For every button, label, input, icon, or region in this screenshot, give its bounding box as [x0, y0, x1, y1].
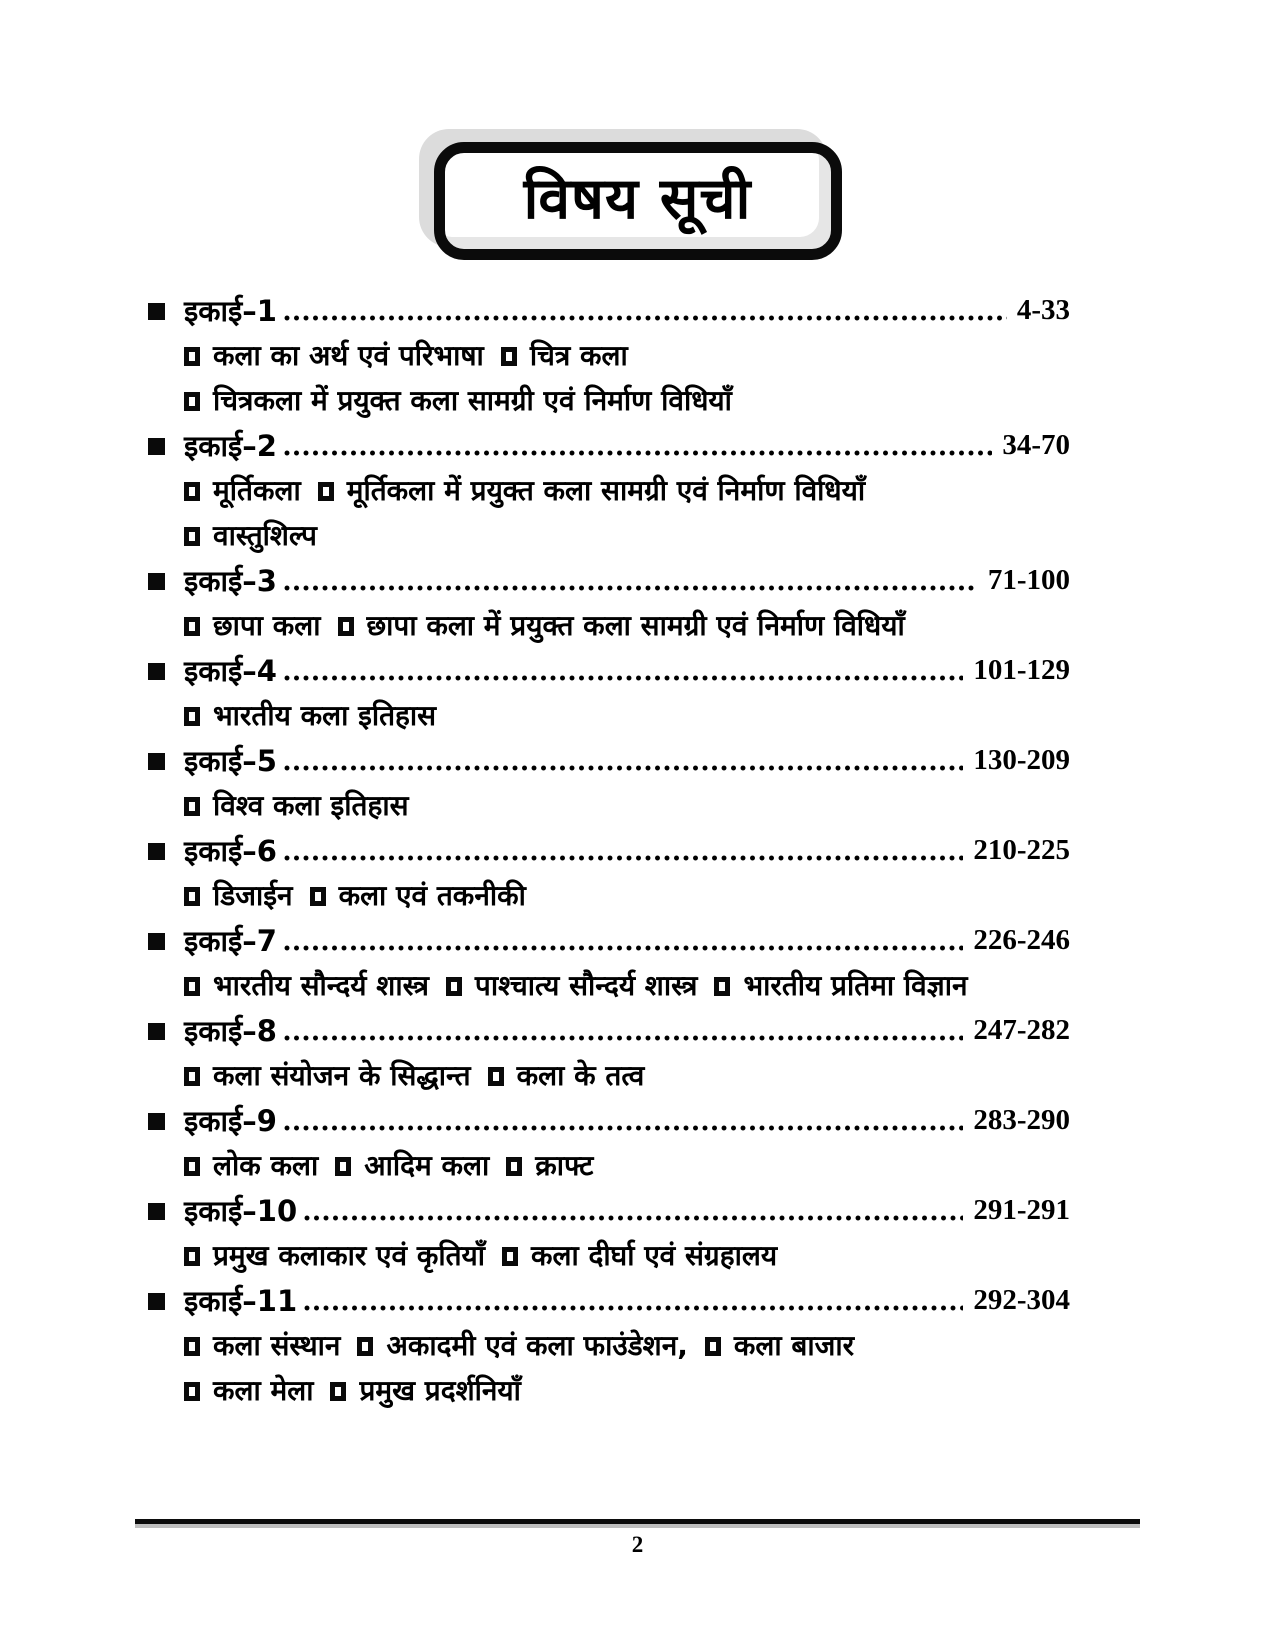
toc-topic-label: भारतीय प्रतिमा विज्ञान	[743, 968, 968, 1002]
toc-topic	[446, 968, 698, 1002]
title-box	[434, 142, 842, 260]
topic-bullet-icon	[184, 1157, 200, 1176]
toc-unit-block	[148, 1008, 1070, 1098]
topic-bullet-icon	[184, 1247, 200, 1266]
toc-unit-block	[148, 648, 1070, 738]
toc-topic	[330, 1373, 521, 1407]
dot-leader	[283, 942, 963, 954]
toc-topic-label: चित्र कला	[529, 338, 628, 372]
topic-bullet-icon	[184, 1382, 200, 1401]
toc-topic	[184, 1328, 341, 1362]
toc-topic-label: छापा कला	[213, 608, 321, 642]
toc-topic	[184, 338, 484, 372]
toc-topic-row	[148, 873, 1070, 918]
topic-bullet-icon	[330, 1382, 346, 1401]
toc-topic-label: डिजाईन	[213, 878, 293, 912]
toc-topic-label: क्राफ्ट	[535, 1148, 594, 1182]
toc-unit-page-range: 247-282	[973, 1014, 1070, 1046]
toc-unit-row	[148, 1098, 1070, 1143]
page-title: विषय सूची	[523, 165, 752, 232]
toc-topic-row	[148, 513, 1070, 558]
toc-topic	[184, 1238, 486, 1272]
toc-unit-row	[148, 648, 1070, 693]
toc-topic-label: छापा कला में प्रयुक्त कला सामग्री एवं निर्माण विधियाँ	[366, 608, 905, 642]
toc-unit-page-range: 283-290	[973, 1104, 1070, 1136]
toc-unit-label: इकाई–7	[184, 924, 277, 958]
topic-bullet-icon	[184, 977, 200, 996]
toc-topic	[310, 878, 526, 912]
toc-unit-label: इकाई–3	[184, 564, 277, 598]
unit-bullet-square-icon	[148, 303, 165, 320]
footer-page-number: 2	[631, 1532, 644, 1557]
toc-unit-block	[148, 738, 1070, 828]
toc-unit-page-range: 34-70	[1002, 429, 1070, 461]
dot-leader	[283, 762, 963, 774]
footer-divider	[135, 1519, 1140, 1524]
toc-topic-row	[148, 963, 1070, 1008]
toc-unit-label: इकाई–1	[184, 294, 277, 328]
toc-unit-row	[148, 828, 1070, 873]
topic-bullet-icon	[184, 1337, 200, 1356]
toc-unit-label: इकाई–6	[184, 834, 277, 868]
toc-topic-label: आदिम कला	[364, 1148, 490, 1182]
toc-unit-label: इकाई–4	[184, 654, 277, 688]
toc-topic-label: कला एवं तकनीकी	[338, 878, 526, 912]
toc-topic-label: कला संयोजन के सिद्धान्त	[213, 1058, 471, 1092]
topic-bullet-icon	[184, 347, 200, 366]
toc-unit-block	[148, 423, 1070, 558]
table-of-contents	[148, 288, 1070, 1413]
toc-topic	[705, 1328, 855, 1362]
toc-unit-row	[148, 1008, 1070, 1053]
unit-bullet-square-icon	[148, 753, 165, 770]
toc-unit-block	[148, 558, 1070, 648]
topic-bullet-icon	[184, 797, 200, 816]
title-box-container	[0, 142, 1275, 260]
dot-leader	[283, 582, 978, 594]
toc-topic	[184, 1373, 314, 1407]
toc-topic-label: मूर्तिकला में प्रयुक्त कला सामग्री एवं निर्माण विधियाँ	[346, 473, 866, 507]
dot-leader	[283, 852, 963, 864]
toc-topic-label: वास्तुशिल्प	[213, 518, 317, 552]
dot-leader	[283, 672, 963, 684]
toc-unit-row	[148, 1278, 1070, 1323]
toc-topic	[184, 788, 409, 822]
toc-topic	[184, 1148, 319, 1182]
unit-bullet-square-icon	[148, 1023, 165, 1040]
toc-topic	[184, 968, 429, 1002]
topic-bullet-icon	[446, 977, 462, 996]
toc-topic-row	[148, 468, 1070, 513]
toc-unit-label: इकाई–11	[184, 1284, 298, 1318]
toc-topic	[338, 608, 905, 642]
unit-bullet-square-icon	[148, 1203, 165, 1220]
topic-bullet-icon	[714, 977, 730, 996]
topic-bullet-icon	[335, 1157, 351, 1176]
toc-topic-label: पाश्चात्य सौन्दर्य शास्त्र	[474, 968, 698, 1002]
toc-unit-label: इकाई–8	[184, 1014, 277, 1048]
toc-unit-page-range: 4-33	[1016, 294, 1070, 326]
toc-topic-row	[148, 783, 1070, 828]
toc-unit-page-range: 210-225	[973, 834, 1070, 866]
toc-topic	[488, 1058, 645, 1092]
toc-unit-page-range: 226-246	[973, 924, 1070, 956]
toc-topic-label: प्रमुख प्रदर्शनियाँ	[359, 1373, 521, 1407]
toc-topic-row	[148, 1368, 1070, 1413]
topic-bullet-icon	[357, 1337, 373, 1356]
toc-unit-row	[148, 1188, 1070, 1233]
toc-topic-label: मूर्तिकला	[213, 473, 301, 507]
toc-topic-row	[148, 1323, 1070, 1368]
toc-unit-row	[148, 558, 1070, 603]
topic-bullet-icon	[184, 617, 200, 636]
unit-bullet-square-icon	[148, 573, 165, 590]
toc-unit-row	[148, 738, 1070, 783]
toc-topic-row	[148, 378, 1070, 423]
toc-topic-row	[148, 603, 1070, 648]
toc-topic	[184, 473, 301, 507]
toc-unit-block	[148, 918, 1070, 1008]
toc-topic	[318, 473, 866, 507]
toc-unit-block	[148, 1188, 1070, 1278]
toc-topic-label: कला के तत्व	[516, 1058, 645, 1092]
toc-unit-block	[148, 1098, 1070, 1188]
toc-unit-page-range: 292-304	[973, 1284, 1070, 1316]
toc-unit-row	[148, 288, 1070, 333]
toc-topic	[502, 1238, 778, 1272]
toc-unit-row	[148, 423, 1070, 468]
toc-unit-page-range: 291-291	[973, 1194, 1070, 1226]
dot-leader	[283, 312, 1007, 324]
dot-leader	[303, 1302, 963, 1314]
topic-bullet-icon	[705, 1337, 721, 1356]
topic-bullet-icon	[184, 887, 200, 906]
dot-leader	[283, 1122, 963, 1134]
topic-bullet-icon	[310, 887, 326, 906]
topic-bullet-icon	[338, 617, 354, 636]
toc-topic-label: कला बाजार	[733, 1328, 855, 1362]
unit-bullet-square-icon	[148, 843, 165, 860]
toc-topic	[184, 518, 317, 552]
toc-topic	[506, 1148, 594, 1182]
toc-topic-label: कला का अर्थ एवं परिभाषा	[213, 338, 484, 372]
toc-unit-label: इकाई–5	[184, 744, 277, 778]
toc-topic-row	[148, 1143, 1070, 1188]
topic-bullet-icon	[502, 1247, 518, 1266]
dot-leader	[303, 1212, 963, 1224]
toc-topic-label: चित्रकला में प्रयुक्त कला सामग्री एवं निर्माण विधियाँ	[213, 383, 732, 417]
toc-unit-page-range: 101-129	[973, 654, 1070, 686]
toc-unit-page-range: 130-209	[973, 744, 1070, 776]
topic-bullet-icon	[184, 392, 200, 411]
toc-topic-label: कला दीर्घा एवं संग्रहालय	[531, 1238, 778, 1272]
unit-bullet-square-icon	[148, 438, 165, 455]
toc-topic-label: भारतीय सौन्दर्य शास्त्र	[213, 968, 429, 1002]
dot-leader	[283, 447, 992, 459]
topic-bullet-icon	[184, 1067, 200, 1086]
toc-topic-label: कला संस्थान	[213, 1328, 341, 1362]
toc-topic	[184, 608, 321, 642]
unit-bullet-square-icon	[148, 1113, 165, 1130]
toc-topic-label: विश्व कला इतिहास	[213, 788, 409, 822]
toc-unit-row	[148, 918, 1070, 963]
topic-bullet-icon	[184, 527, 200, 546]
topic-bullet-icon	[184, 707, 200, 726]
toc-unit-block	[148, 288, 1070, 423]
unit-bullet-square-icon	[148, 933, 165, 950]
topic-bullet-icon	[506, 1157, 522, 1176]
toc-unit-label: इकाई–10	[184, 1194, 298, 1228]
toc-topic	[184, 698, 437, 732]
topic-bullet-icon	[488, 1067, 504, 1086]
toc-topic-label: अकादमी एवं कला फाउंडेशन,	[386, 1328, 688, 1362]
toc-topic	[714, 968, 968, 1002]
topic-bullet-icon	[318, 482, 334, 501]
toc-topic-label: लोक कला	[213, 1148, 319, 1182]
unit-bullet-square-icon	[148, 663, 165, 680]
dot-leader	[283, 1032, 963, 1044]
toc-topic-label: भारतीय कला इतिहास	[213, 698, 437, 732]
topic-bullet-icon	[184, 482, 200, 501]
toc-topic-row	[148, 693, 1070, 738]
topic-bullet-icon	[501, 347, 517, 366]
toc-topic-label: प्रमुख कलाकार एवं कृतियाँ	[213, 1238, 486, 1272]
unit-bullet-square-icon	[148, 1293, 165, 1310]
toc-topic-row	[148, 1233, 1070, 1278]
toc-topic	[335, 1148, 490, 1182]
toc-topic	[184, 1058, 471, 1092]
toc-topic	[184, 383, 732, 417]
toc-unit-label: इकाई–2	[184, 429, 277, 463]
toc-topic-label: कला मेला	[213, 1373, 314, 1407]
toc-unit-block	[148, 1278, 1070, 1413]
toc-topic	[357, 1328, 688, 1362]
toc-topic	[184, 878, 293, 912]
toc-topic-row	[148, 333, 1070, 378]
toc-unit-page-range: 71-100	[987, 564, 1070, 596]
toc-unit-block	[148, 828, 1070, 918]
toc-unit-label: इकाई–9	[184, 1104, 277, 1138]
toc-topic-row	[148, 1053, 1070, 1098]
toc-topic	[501, 338, 628, 372]
